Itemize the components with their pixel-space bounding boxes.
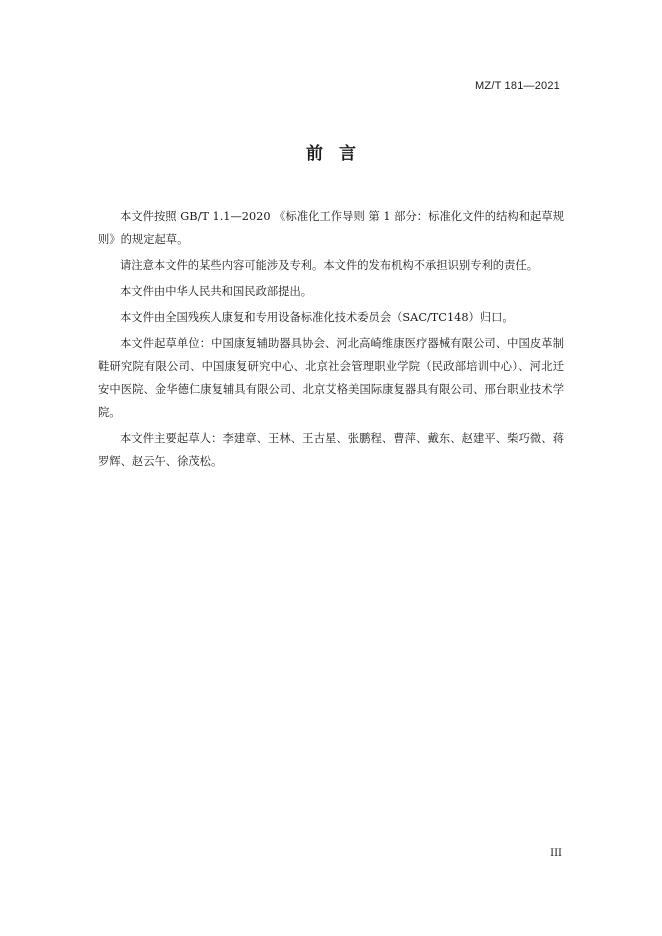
paragraph-patent-notice: 请注意本文件的某些内容可能涉及专利。本文件的发布机构不承担识别专利的责任。 [120,259,538,272]
foreword-body [98,205,564,476]
paragraph-drafters: 本文件主要起草人：李建章、王林、王古星、张鹏程、曹萍、戴东、赵建平、柴巧微、蒋罗辉、赵云午、徐茂松。 [98,432,564,468]
page-number: III [550,848,562,859]
paragraph-proposer: 本文件由中华人民共和国民政部提出。 [120,285,313,298]
paragraph-committee: 本文件由全国残疾人康复和专用设备标准化技术委员会（SAC/TC148）归口。 [120,311,514,324]
page-title: 前言 [306,144,372,164]
paragraph-drafting-rules: 本文件按照 GB/T 1.1—2020 《标准化工作导则 第 1 部分：标准化文件的结构和起草规则》的规定起草。 [98,210,564,246]
document-number: MZ/T 181—2021 [475,80,560,92]
paragraph-drafting-units: 本文件起草单位：中国康复辅助器具协会、河北高崎维康医疗器械有限公司、中国皮革制鞋研究院有限公司、中国康复研究中心、北京社会管理职业学院（民政部培训中心）、河北迁安中医院、金华德仁康复辅具有限公司、北京艾格美国际康复器具有限公司、邢台职业技术学院。 [98,337,564,419]
